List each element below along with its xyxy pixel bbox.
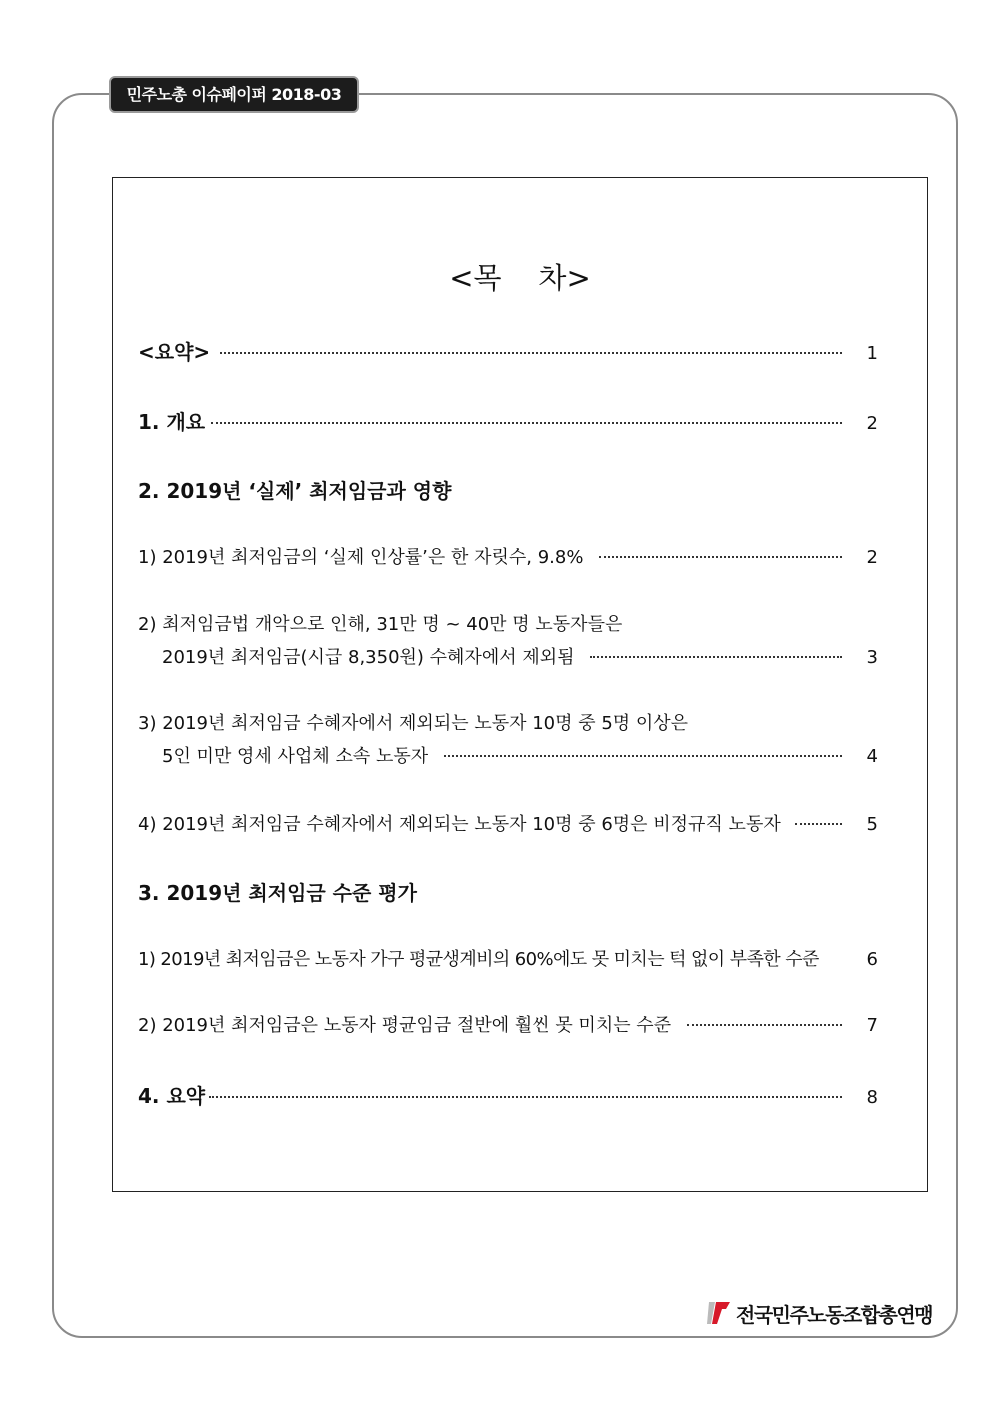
toc-entry-2-1[interactable] bbox=[138, 543, 878, 569]
toc-page-number: 6 bbox=[866, 949, 878, 970]
toc-entry-2-2-line2[interactable] bbox=[162, 643, 878, 669]
issue-paper-tag: 민주노총 이슈페이퍼 2018-03 bbox=[109, 76, 359, 113]
toc-entry-label-continued: 2019년 최저임금(시급 8,350원) 수혜자에서 제외됨 bbox=[162, 647, 575, 668]
toc-page-number: 2 bbox=[866, 547, 878, 568]
toc-entry-label-continued: 5인 미만 영세 사업체 소속 노동자 bbox=[162, 746, 429, 767]
toc-entry-label: 3) 2019년 최저임금 수혜자에서 제외되는 노동자 10명 중 5명 이상은 bbox=[138, 713, 689, 734]
toc-entry-label: 1) 2019년 최저임금의 ‘실제 인상률’은 한 자릿수, 9.8% bbox=[138, 547, 584, 568]
leader-dots bbox=[590, 655, 842, 658]
toc-page-number: 3 bbox=[866, 647, 878, 668]
toc-box bbox=[112, 177, 928, 1192]
leader-dots bbox=[599, 555, 842, 558]
toc-section-3-heading[interactable] bbox=[138, 877, 878, 906]
toc-page-number: 5 bbox=[866, 814, 878, 835]
toc-page-number: 2 bbox=[866, 413, 878, 434]
toc-entry-label: 3. 2019년 최저임금 수준 평가 bbox=[138, 881, 417, 905]
toc-page-number: 7 bbox=[866, 1015, 878, 1036]
toc-entry-3-2[interactable] bbox=[138, 1011, 878, 1037]
toc-entry-3-1[interactable] bbox=[138, 945, 878, 971]
toc-section-2-heading[interactable] bbox=[138, 475, 878, 504]
kctu-logo bbox=[706, 1300, 932, 1326]
leader-dots bbox=[823, 959, 856, 960]
toc-entry-overview[interactable] bbox=[138, 406, 878, 435]
leader-dots bbox=[220, 351, 842, 354]
toc-entry-2-3-line1[interactable] bbox=[138, 709, 878, 735]
toc-entry-label: 2) 2019년 최저임금은 노동자 평균임금 절반에 훨씬 못 미치는 수준 bbox=[138, 1015, 672, 1036]
kctu-logo-text: 전국민주노동조합총연맹 bbox=[736, 1304, 933, 1327]
leader-dots bbox=[444, 754, 842, 757]
toc-entry-label: 4) 2019년 최저임금 수혜자에서 제외되는 노동자 10명 중 6명은 비정규직 노동자 bbox=[138, 814, 781, 835]
toc-entry-2-2-line1[interactable] bbox=[138, 610, 878, 636]
toc-entry-summary[interactable] bbox=[138, 336, 878, 365]
leader-dots bbox=[211, 421, 842, 424]
toc-entry-label: 1. 개요 bbox=[138, 410, 206, 434]
toc-entry-2-4[interactable] bbox=[138, 810, 878, 836]
toc-entry-label: 2. 2019년 ‘실제’ 최저임금과 영향 bbox=[138, 479, 452, 503]
kctu-logo-icon bbox=[706, 1300, 732, 1326]
toc-entry-2-3-line2[interactable] bbox=[162, 742, 878, 768]
toc-entry-label: 2) 최저임금법 개악으로 인해, 31만 명 ~ 40만 명 노동자들은 bbox=[138, 614, 623, 635]
toc-page-number: 8 bbox=[866, 1087, 878, 1108]
toc-entry-label: <요약> bbox=[138, 340, 211, 364]
toc-entry-label: 1) 2019년 최저임금은 노동자 가구 평균생계비의 60%에도 못 미치는 턱 없이 부족한 수준 bbox=[138, 949, 819, 970]
toc-entry-summary-section[interactable] bbox=[138, 1080, 878, 1109]
leader-dots bbox=[209, 1095, 842, 1098]
leader-dots bbox=[687, 1023, 842, 1026]
toc-page-number: 4 bbox=[866, 746, 878, 767]
toc-title: <목 차> bbox=[449, 261, 591, 295]
toc-entry-label: 4. 요약 bbox=[138, 1084, 206, 1108]
leader-dots bbox=[795, 822, 842, 825]
toc-page-number: 1 bbox=[866, 343, 878, 364]
